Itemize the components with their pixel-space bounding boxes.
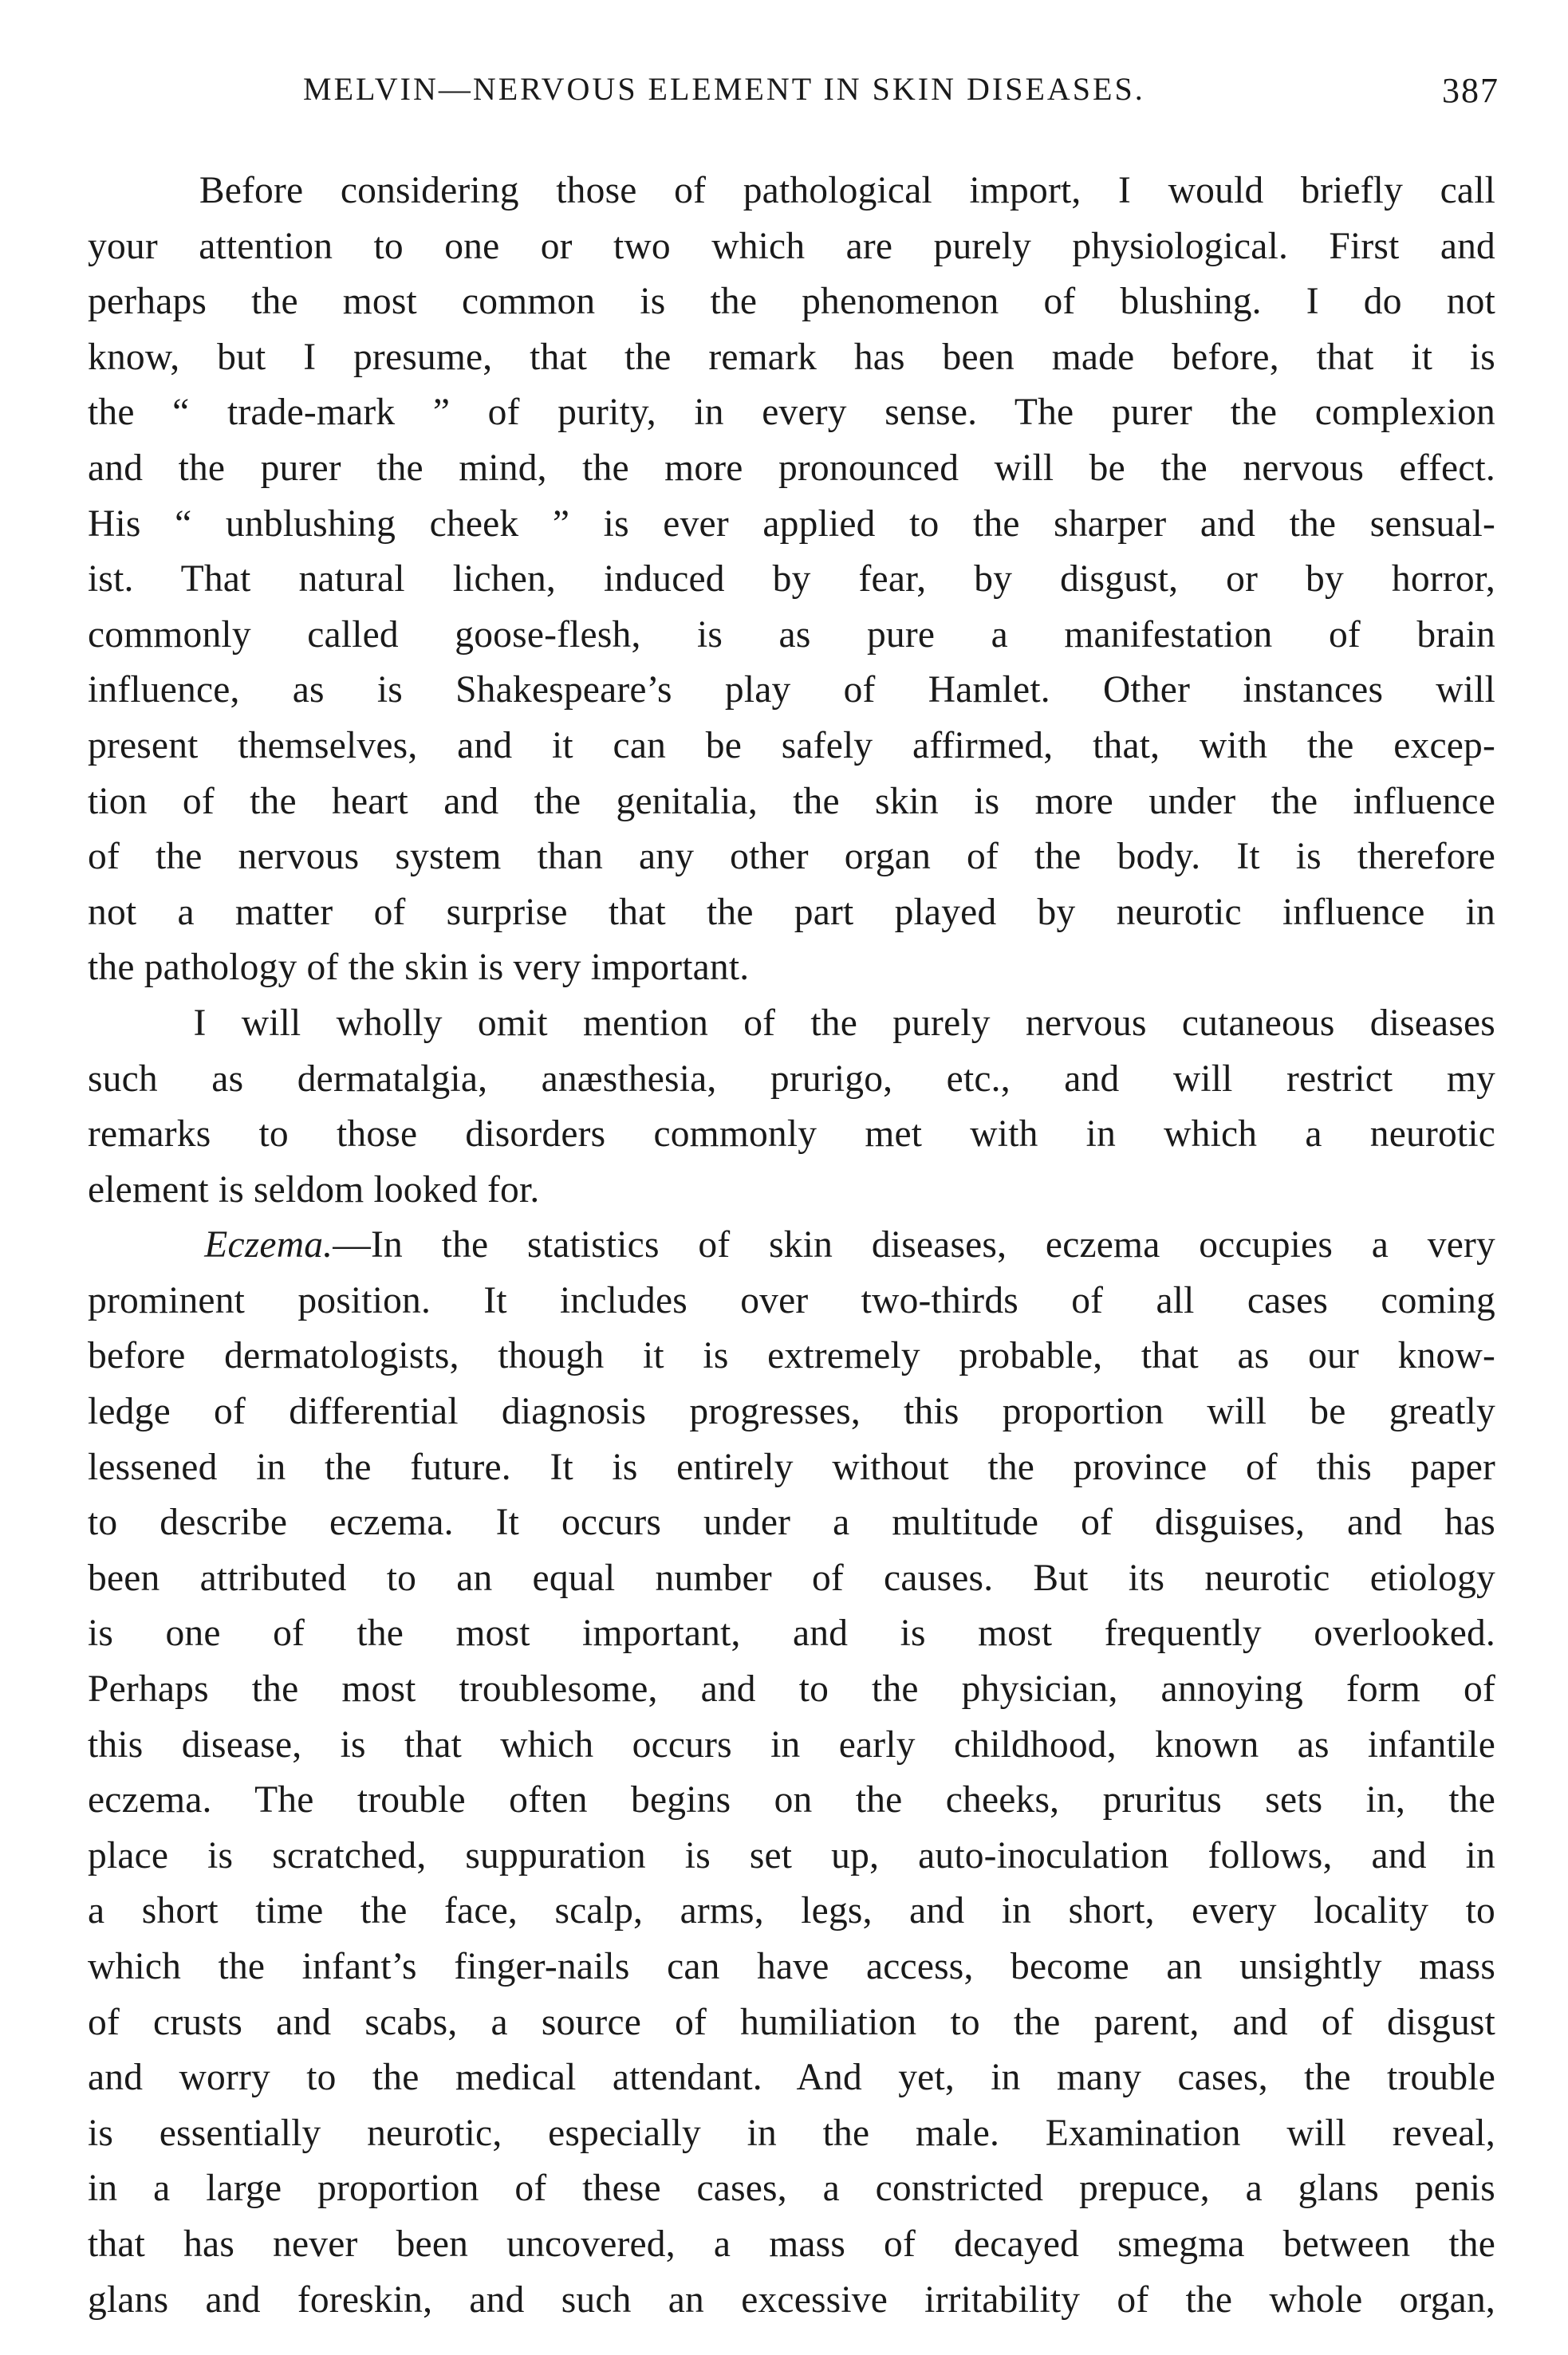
text-line: and worry to the medical attendant. And yet, in many cases, the trouble xyxy=(88,2057,1495,2099)
text-line: not a matter of surprise that the part played by neurotic influence in xyxy=(88,891,1495,933)
text-line: commonly called goose-flesh, is as pure a manifestation of brain xyxy=(88,613,1495,656)
text-line: influence, as is Shakespeare’s play of Hamlet. Other instances will xyxy=(88,669,1495,711)
section-heading-italic: Eczema. xyxy=(204,1224,333,1266)
text-line: prominent position. It includes over two-thirds of all cases coming xyxy=(88,1279,1495,1321)
text-line: element is seldom looked for. xyxy=(88,1168,540,1211)
text-line: ledge of differential diagnosis progresses, this proportion will be greatly xyxy=(88,1391,1495,1433)
text-line: remarks to those disorders commonly met with in which a neurotic xyxy=(88,1113,1495,1156)
text-line: such as dermatalgia, anæsthesia, prurigo, etc., and will restrict my xyxy=(88,1057,1495,1100)
text-line: place is scratched, suppuration is set up, auto-inoculation follows, and in xyxy=(88,1834,1495,1877)
text-line: Perhaps the most troublesome, and to the physician, annoying form of xyxy=(88,1668,1495,1711)
text-line: the “ trade-mark ” of purity, in every sense. The purer the complexion xyxy=(88,392,1495,434)
text-line: and the purer the mind, the more pronounced will be the nervous effect. xyxy=(88,447,1495,489)
text-line: know, but I presume, that the remark has been made before, that it is xyxy=(88,336,1495,378)
text-line: this disease, is that which occurs in early childhood, known as infantile xyxy=(88,1723,1495,1766)
text-line: perhaps the most common is the phenomenon of blushing. I do not xyxy=(88,281,1495,323)
text-line: in a large proportion of these cases, a constricted prepuce, a glans penis xyxy=(88,2168,1495,2210)
text-line: present themselves, and it can be safely affirmed, that, with the excep- xyxy=(88,724,1495,766)
body-text xyxy=(88,163,1495,2328)
text-line: Before considering those of pathological import, I would briefly call xyxy=(88,170,1495,211)
text-line: ist. That natural lichen, induced by fear, by disgust, or by horror, xyxy=(88,558,1495,601)
text-line: your attention to one or two which are purely physiological. First and xyxy=(88,225,1495,267)
text-line: a short time the face, scalp, arms, legs, and in short, every locality to xyxy=(88,1890,1495,1932)
text-line: to describe eczema. It occurs under a multitude of disguises, and has xyxy=(88,1502,1495,1544)
text-line: Eczema.—In the statistics of skin diseases, eczema occupies a very xyxy=(204,1224,1495,1266)
page-number: 387 xyxy=(1442,71,1499,110)
text-line: is one of the most important, and is most frequently overlooked. xyxy=(88,1613,1495,1655)
text-line: lessened in the future. It is entirely without the province of this paper xyxy=(88,1446,1495,1488)
text-line: His “ unblushing cheek ” is ever applied to the sharper and the sensual- xyxy=(88,502,1495,545)
text-line: that has never been uncovered, a mass of decayed smegma between the xyxy=(88,2223,1495,2265)
running-title: MELVIN—NERVOUS ELEMENT IN SKIN DISEASES. xyxy=(303,71,1145,107)
text-line: been attributed to an equal number of causes. But its neurotic etiology xyxy=(88,1557,1495,1599)
text-line: of crusts and scabs, a source of humiliation to the parent, and of disgust xyxy=(88,2001,1495,2043)
text-line: is essentially neurotic, especially in the male. Examination will reveal, xyxy=(88,2112,1495,2154)
text-line: I will wholly omit mention of the purely nervous cutaneous diseases xyxy=(88,1002,1495,1044)
text-line: before dermatologists, though it is extremely probable, that as our know- xyxy=(88,1335,1495,1377)
text-line: tion of the heart and the genitalia, the skin is more under the influence xyxy=(88,780,1495,822)
text-line: which the infant’s finger-nails can have access, become an unsightly mass xyxy=(88,1946,1495,1987)
text-line: of the nervous system than any other organ of the body. It is therefore xyxy=(88,836,1495,878)
text-line: glans and foreskin, and such an excessive irritability of the whole organ, xyxy=(88,2278,1495,2321)
text-line: eczema. The trouble often begins on the cheeks, pruritus sets in, the xyxy=(88,1779,1495,1821)
running-head xyxy=(303,70,1499,126)
text-line: the pathology of the skin is very important. xyxy=(88,947,750,989)
